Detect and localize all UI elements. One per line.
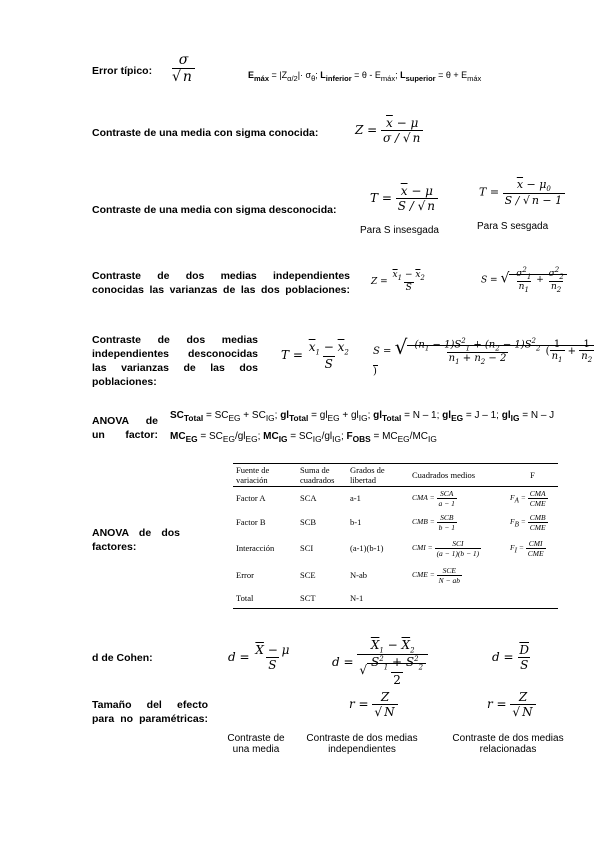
anova2-label: ANOVA de dos factores: [92, 527, 180, 553]
caption-una-media: Contraste de una media [227, 733, 285, 755]
t-sesgada-formula: T = $\frac{\overline{x} - \mu_0}{S / √ n - 1}$ [479, 178, 565, 207]
header-fuente: Fuente de variación [236, 464, 270, 485]
error-max-limits: $E_{máx} = |Z_{\alpha/2}|\cdot \sigma_\theta$; $L_{inferior} = \theta - E_{máx}$; $L_{superior} = \theta + E_{máx}$ [248, 70, 482, 83]
efecto-label: Tamaño del efecto para no paramétricas: [92, 699, 208, 725]
sigma-conocida-label: Contraste de una media con sigma conocida: [92, 127, 319, 139]
dos-desconocidas-label: Contraste de dos medias independientes desconocidas las varianzas de las dos poblaciones: [92, 334, 258, 388]
table-row: Factor A SCA a-1 CMA = $\frac{\text{SCA}}{a - 1}$ FA = $\frac{\text{CMA}}{\text{CME}}$ [233, 486, 558, 510]
z-dos-medias-formula: Z = $\frac{\overline{x}_1 - \overline{x}_2}{S}$ [371, 270, 425, 293]
sigma-desconocida-label: Contraste de una media con sigma desconocida: [92, 204, 337, 216]
caption-dos-relacionadas: Contraste de dos medias relacionadas [452, 733, 564, 755]
table-row: Total SCT N-1 [236, 593, 364, 603]
error-tipico-label: Error típico: [92, 65, 153, 77]
cm-i: CMI = $\frac{\text{SCI}}{(a - 1)(b - 1)}$ [412, 538, 480, 558]
anova2-header-row [233, 464, 558, 486]
anova1-line2: $MC_{EG} = SC_{EG}/gl_{EG}$; $MC_{IG} = SC_{IG}/gl_{IG}$; $F_{OBS} = MC_{EG}/MC_{IG}$ [170, 431, 437, 444]
table-row: Error SCE N-ab CME = $\frac{\text{SCE}}{N - ab}$ [233, 562, 558, 588]
cohen-label: d de Cohen: [92, 652, 153, 664]
header-suma: Suma de cuadrados [300, 464, 335, 485]
t-dos-medias-formula: T = $\frac{\overline{x}_1 - \overline{x}_2}{S}$ [281, 340, 349, 372]
cm-a: CMA = $\frac{\text{SCA}}{a - 1}$ [412, 488, 455, 508]
efecto-r-formula-3: r = $\frac{Z}{√ N}$ [487, 690, 536, 719]
table-row: Interacción SCI (a-1)(b-1) CMI = $\frac{\text{SCI}}{(a - 1)(b - 1)}$ FI = $\frac{\text{CMI}}{\text{CME}}$ [233, 534, 558, 562]
f-b: FB = $\frac{\text{CMB}}{\text{CME}}$ [510, 512, 546, 532]
cm-b: CMB = $\frac{\text{SCB}}{b - 1}$ [412, 512, 455, 532]
header-gl: Grados de libertad [350, 464, 385, 485]
anova1-label: ANOVA de un factor: [92, 415, 158, 441]
anova1-line1: $SC_{Total} = SC_{EG} + SC_{IG}$; $gl_{Total} = gl_{EG} + gl_{IG}$; $gl_{Total} = N - 1$; $gl_{EG} = J - 1$; $gl_{IG} = N - J$ [170, 410, 555, 423]
error-tipico-formula: $\frac{\sigma}{√ n}$ [172, 52, 195, 85]
efecto-r-formula-2: r = $\frac{Z}{√ N}$ [349, 690, 398, 719]
sigma-conocida-formula: Z = $\frac{\overline{x} - \mu}{\sigma / √ n}$ [355, 116, 423, 145]
header-f: F [530, 469, 535, 480]
cohen-d3-formula: d = $\frac{\overline{D}}{S}$ [492, 643, 529, 672]
cohen-d2-formula: d = $\overline{X}_1 - \overline{X}_2$ √ $\frac{S^2_1 + S^2_2}{2}$ [332, 638, 428, 687]
t-insesgada-caption: Para S insesgada [360, 225, 439, 236]
caption-dos-independientes: Contraste de dos medias independientes [306, 733, 418, 755]
header-cm: Cuadrados medios [412, 469, 476, 480]
cohen-d1-formula: d = $\frac{\overline{X} - \mu}{S}$ [228, 643, 290, 672]
f-i: FI = $\frac{\text{CMI}}{\text{CME}}$ [510, 538, 544, 558]
t-insesgada-formula: T = $\frac{\overline{x} - \mu}{\overline{S} / √ n}$ [370, 184, 438, 213]
anova2-table [233, 463, 558, 609]
f-a: FA = $\frac{\text{CMA}}{\text{CME}}$ [510, 488, 546, 508]
dos-conocidas-label: Contraste de dos medias independientes conocidas las varianzas de las dos poblaciones: [92, 270, 350, 296]
table-row: Factor B SCB b-1 CMB = $\frac{\text{SCB}}{b - 1}$ FB = $\frac{\text{CMB}}{\text{CME}}$ [233, 510, 558, 534]
s-desconocidas-formula: S = √ $\frac{(n_1 - 1)S^2_1 + (n_2 - 1)S^2_2}{n_1 + n_2 - 2}$ ( $\frac{1}{n_1}$ + $\frac{1}{n_2}$ ) [373, 335, 593, 378]
s-conocidas-formula: S = √ $\frac{\sigma^2_1}{n_1}$ + $\frac{\sigma^2_2}{n_2}$ [481, 266, 567, 294]
cm-e: CME = $\frac{\text{SCE}}{N - ab}$ [412, 565, 460, 585]
t-sesgada-caption: Para S sesgada [477, 221, 549, 232]
